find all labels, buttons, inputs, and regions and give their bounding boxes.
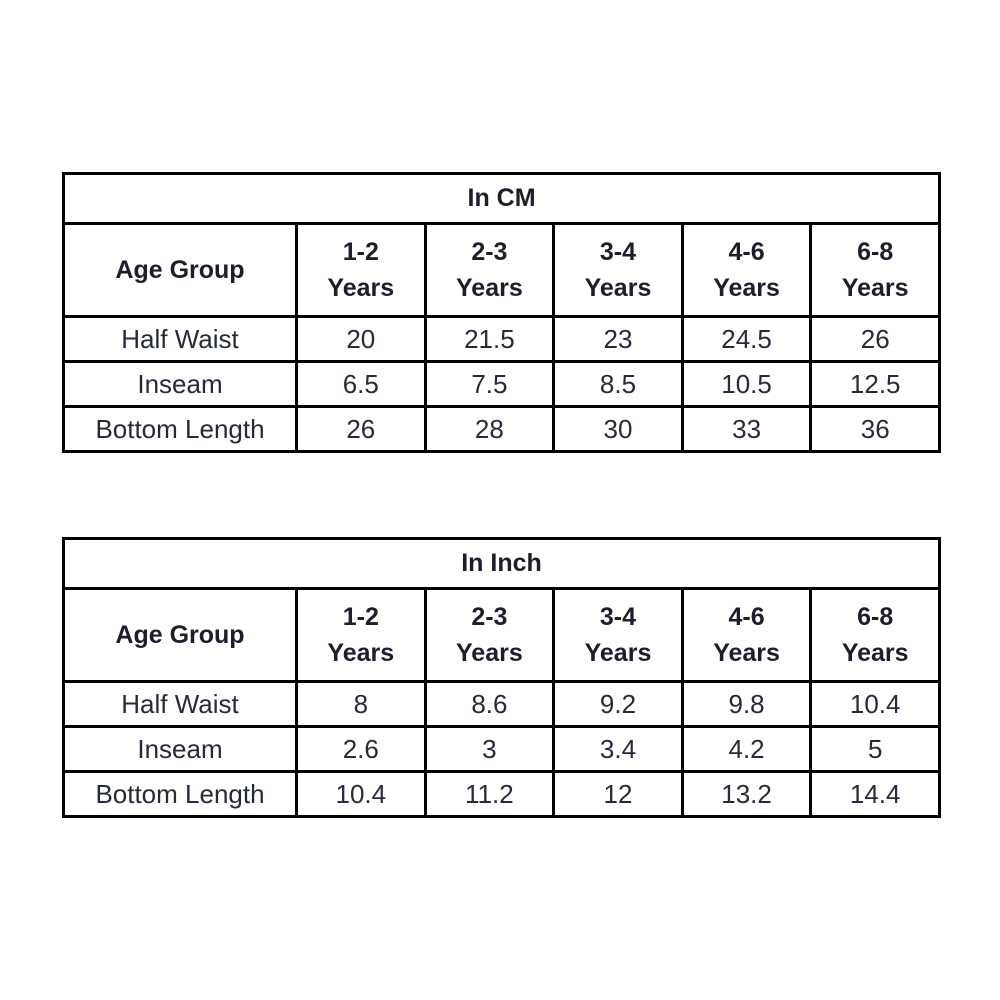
cell-value: 20: [297, 317, 426, 362]
cell-value: 8.6: [425, 682, 554, 727]
header-age-group: Age Group: [64, 589, 297, 682]
cell-value: 4.2: [682, 727, 811, 772]
table-row-half-waist: [64, 682, 940, 727]
table-header-row: [64, 589, 940, 682]
age-range: 6-8: [857, 237, 894, 266]
cell-value: 12: [554, 772, 683, 817]
row-label: Bottom Length: [64, 772, 297, 817]
cell-value: 10.4: [811, 682, 940, 727]
header-col-2-3-years: [425, 224, 554, 317]
cell-value: 36: [811, 407, 940, 452]
age-range: 2-3: [471, 602, 508, 631]
table-title: In CM: [64, 174, 940, 224]
table-row-inseam: [64, 727, 940, 772]
cell-value: 26: [811, 317, 940, 362]
age-unit: Years: [841, 639, 909, 667]
age-unit: Years: [456, 639, 523, 667]
cell-value: 11.2: [425, 772, 554, 817]
cell-value: 30: [554, 407, 683, 452]
age-unit: Years: [327, 639, 395, 667]
cell-value: 6.5: [297, 362, 426, 407]
cell-value: 5: [811, 727, 940, 772]
age-unit: Years: [713, 639, 780, 667]
header-col-2-3-years: [425, 589, 554, 682]
cell-value: 23: [554, 317, 683, 362]
cell-value: 28: [425, 407, 554, 452]
age-range: 3-4: [599, 602, 637, 631]
cell-value: 10.5: [682, 362, 811, 407]
age-range: 4-6: [728, 237, 765, 266]
row-label: Bottom Length: [64, 407, 297, 452]
size-table-cm: [62, 172, 941, 453]
header-col-3-4-years: [554, 224, 683, 317]
table-header-row: [64, 224, 940, 317]
size-table-inch: [62, 537, 941, 818]
cell-value: 21.5: [425, 317, 554, 362]
age-unit: Years: [713, 274, 780, 302]
cell-value: 33: [682, 407, 811, 452]
header-col-4-6-years: [682, 589, 811, 682]
table-title: In Inch: [64, 539, 940, 589]
header-col-6-8-years: [811, 224, 940, 317]
header-col-1-2-years: [297, 224, 426, 317]
header-col-4-6-years: [682, 224, 811, 317]
table-row-bottom-length: [64, 407, 940, 452]
cell-value: 10.4: [297, 772, 426, 817]
header-col-3-4-years: [554, 589, 683, 682]
cell-value: 9.2: [554, 682, 683, 727]
header-age-group: Age Group: [64, 224, 297, 317]
age-range: 3-4: [599, 237, 637, 266]
table-title-row: [64, 539, 940, 589]
header-col-6-8-years: [811, 589, 940, 682]
cell-value: 8: [297, 682, 426, 727]
cell-value: 26: [297, 407, 426, 452]
table-row-inseam: [64, 362, 940, 407]
table-row-bottom-length: [64, 772, 940, 817]
age-range: 1-2: [342, 237, 379, 266]
cell-value: 3: [425, 727, 554, 772]
cell-value: 24.5: [682, 317, 811, 362]
table-title-row: [64, 174, 940, 224]
age-unit: Years: [841, 274, 909, 302]
row-label: Half Waist: [64, 317, 297, 362]
age-unit: Years: [327, 274, 395, 302]
row-label: Half Waist: [64, 682, 297, 727]
header-col-1-2-years: [297, 589, 426, 682]
age-range: 2-3: [471, 237, 508, 266]
age-unit: Years: [584, 639, 652, 667]
age-range: 6-8: [857, 602, 894, 631]
row-label: Inseam: [64, 727, 297, 772]
age-range: 1-2: [342, 602, 379, 631]
cell-value: 7.5: [425, 362, 554, 407]
cell-value: 8.5: [554, 362, 683, 407]
cell-value: 2.6: [297, 727, 426, 772]
cell-value: 12.5: [811, 362, 940, 407]
cell-value: 13.2: [682, 772, 811, 817]
cell-value: 3.4: [554, 727, 683, 772]
cell-value: 14.4: [811, 772, 940, 817]
age-range: 4-6: [728, 602, 765, 631]
age-unit: Years: [456, 274, 523, 302]
cell-value: 9.8: [682, 682, 811, 727]
table-row-half-waist: [64, 317, 940, 362]
age-unit: Years: [584, 274, 652, 302]
row-label: Inseam: [64, 362, 297, 407]
